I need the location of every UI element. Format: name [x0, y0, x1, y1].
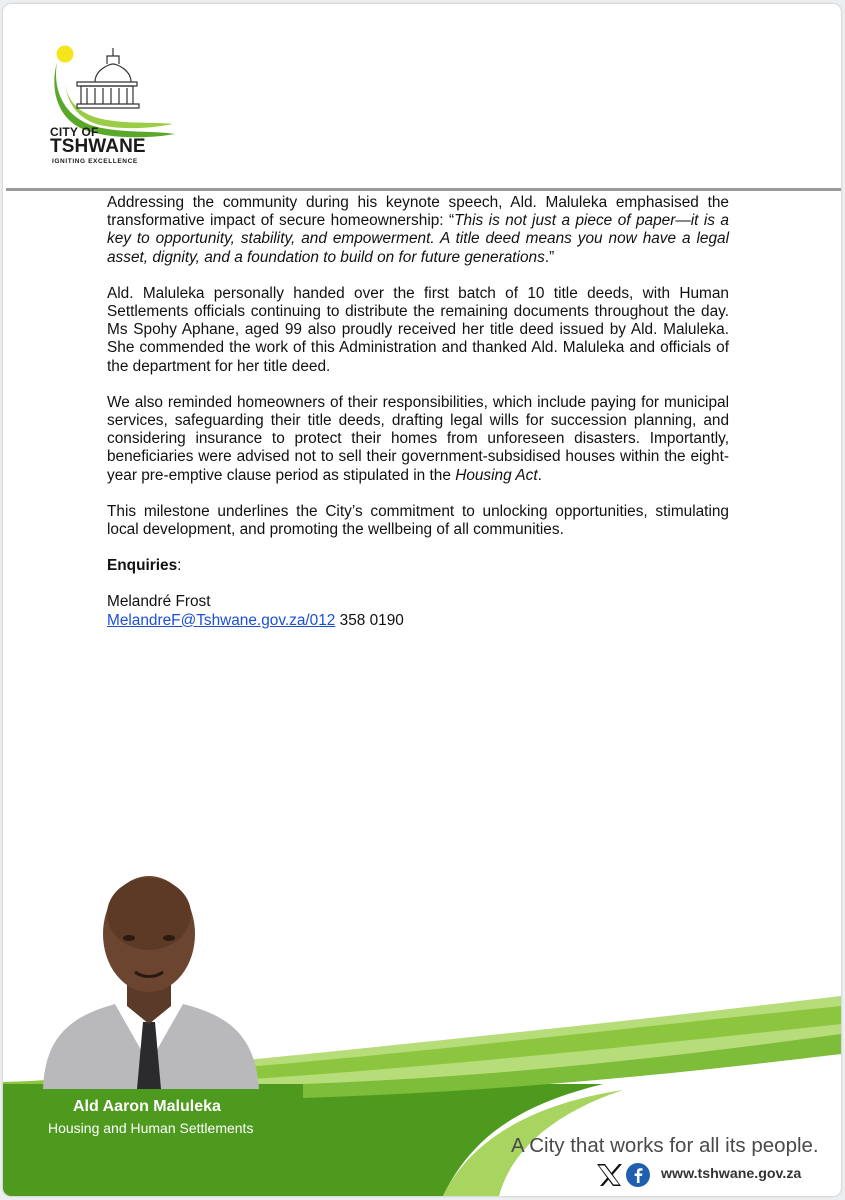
logo-tagline: IGNITING EXCELLENCE [52, 158, 138, 165]
contact-block [107, 593, 729, 629]
paragraph-keynote: Addressing the community during his keynote speech, Ald. Maluleka emphasised the transformative impact of secure homeownership: “This is not just a piece of paper—it is a key to opportunity, stability, and empowerment. A title deed means you now have a legal asset, dignity, and a foundation to build on for future generations.” [107, 194, 729, 266]
housing-act-ref: Housing Act [455, 466, 538, 484]
contact-name: Melandré Frost [107, 593, 211, 611]
official-name: Ald Aaron Maluleka [73, 1098, 221, 1115]
keynote-quote: This is not just a piece of paper—it is a key to opportunity, stability, and empowerment. A title deed means you now have a legal asset, dignity, and a foundation to build on for future generations [107, 212, 729, 266]
social-icons [595, 1162, 655, 1188]
contact-email-link[interactable]: MelandreF@Tshwane.gov.za/012 [107, 611, 336, 629]
contact-phone: 358 0190 [335, 611, 404, 629]
enquiries-heading: Enquiries: [107, 557, 182, 575]
paragraph-responsibilities: We also reminded homeowners of their responsibilities, which include paying for municipal services, safeguarding their title deeds, drafting legal wills for succession planning, and considering insurance to protect their homes from unforeseen disasters. Importantly, beneficiaries were advised not to sell their government-subsidised houses within the eight-year pre-emptive clause period as stipulated in the Housing Act. [107, 393, 729, 484]
official-department: Housing and Human Settlements [48, 1120, 254, 1136]
paragraph-milestone: This milestone underlines the City’s commitment to unlocking opportunities, stimulating local development, and promoting the wellbeing of all communities. [107, 502, 729, 539]
document-page [3, 4, 841, 1196]
header-divider [6, 188, 841, 191]
document-body [107, 194, 729, 648]
logo-tshwane: TSHWANE [50, 136, 146, 157]
x-logo-icon[interactable] [597, 1164, 622, 1186]
website-link[interactable]: www.tshwane.gov.za [661, 1166, 802, 1182]
facebook-icon[interactable] [626, 1163, 650, 1187]
paragraph-handover: Ald. Maluleka personally handed over the first batch of 10 title deeds, with Human Settlements officials continuing to distribute the remaining documents throughout the day. Ms Spohy Aphane, aged 99 also proudly received her title deed issued by Ald. Maluleka. She commended the work of this Administration and thanked Ald. Maluleka and officials of the department for her title deed. [107, 284, 729, 375]
official-portrait [23, 864, 275, 1089]
city-slogan: A City that works for all its people. [511, 1134, 819, 1157]
logo-city-of: CITY OF [50, 125, 99, 139]
